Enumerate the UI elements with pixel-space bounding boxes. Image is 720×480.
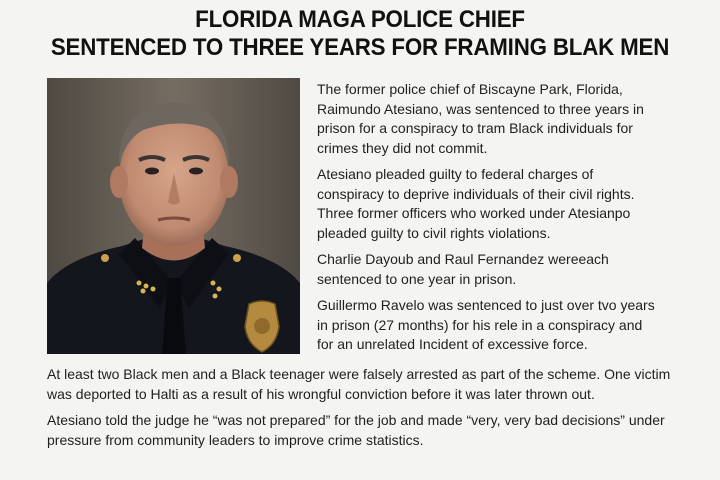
paragraph-4: Guillermo Ravelo was sentenced to just over tvo years in prison (27 months) for his rele in a conspiracy and for an unrelated Incident of excessive force.	[317, 297, 655, 352]
headline-line-2: SENTENCED TO THREE YEARS FOR FRAMING BLAK MEN	[50, 34, 670, 61]
shoulder-button-left	[101, 254, 109, 262]
ear-right	[220, 166, 238, 198]
side-column	[317, 80, 662, 362]
eye-right	[189, 168, 203, 175]
paragraph-6: Atesiano told the judge he “was not prepared” for the job and made “very, very bad decisions” under pressure from community leaders to improve crime statistics.	[47, 412, 665, 448]
police-chief-photo	[47, 78, 300, 354]
shoulder-button-right	[233, 254, 241, 262]
ear-left	[110, 166, 128, 198]
paragraph-1: The former police chief of Biscayne Park, Florida, Raimundo Atesiano, was sentenced to three years in prison for a conspiracy to tram Black individuals for crimes they did not commit.	[317, 81, 644, 156]
paragraph-3: Charlie Dayoub and Raul Fernandez wereeach sentenced to one year in prison.	[317, 251, 609, 287]
paragraph-2: Atesiano pleaded guilty to federal charges of conspiracy to deprive individuals of their civil rights. Three former officers who worked under Atesianpo pleaded guilty to civil rights violations.	[317, 166, 635, 241]
headline-line-1: FLORIDA MAGA POLICE CHIEF	[195, 6, 525, 33]
portrait-illustration	[47, 78, 300, 354]
headline	[25, 6, 695, 62]
eye-left	[145, 168, 159, 175]
full-width-text	[47, 365, 675, 457]
paragraph-5: At least two Black men and a Black teenager were falsely arrested as part of the scheme. One victim was deported to Halti as a result of his wrongful conviction before it was later thrown out.	[47, 366, 671, 402]
